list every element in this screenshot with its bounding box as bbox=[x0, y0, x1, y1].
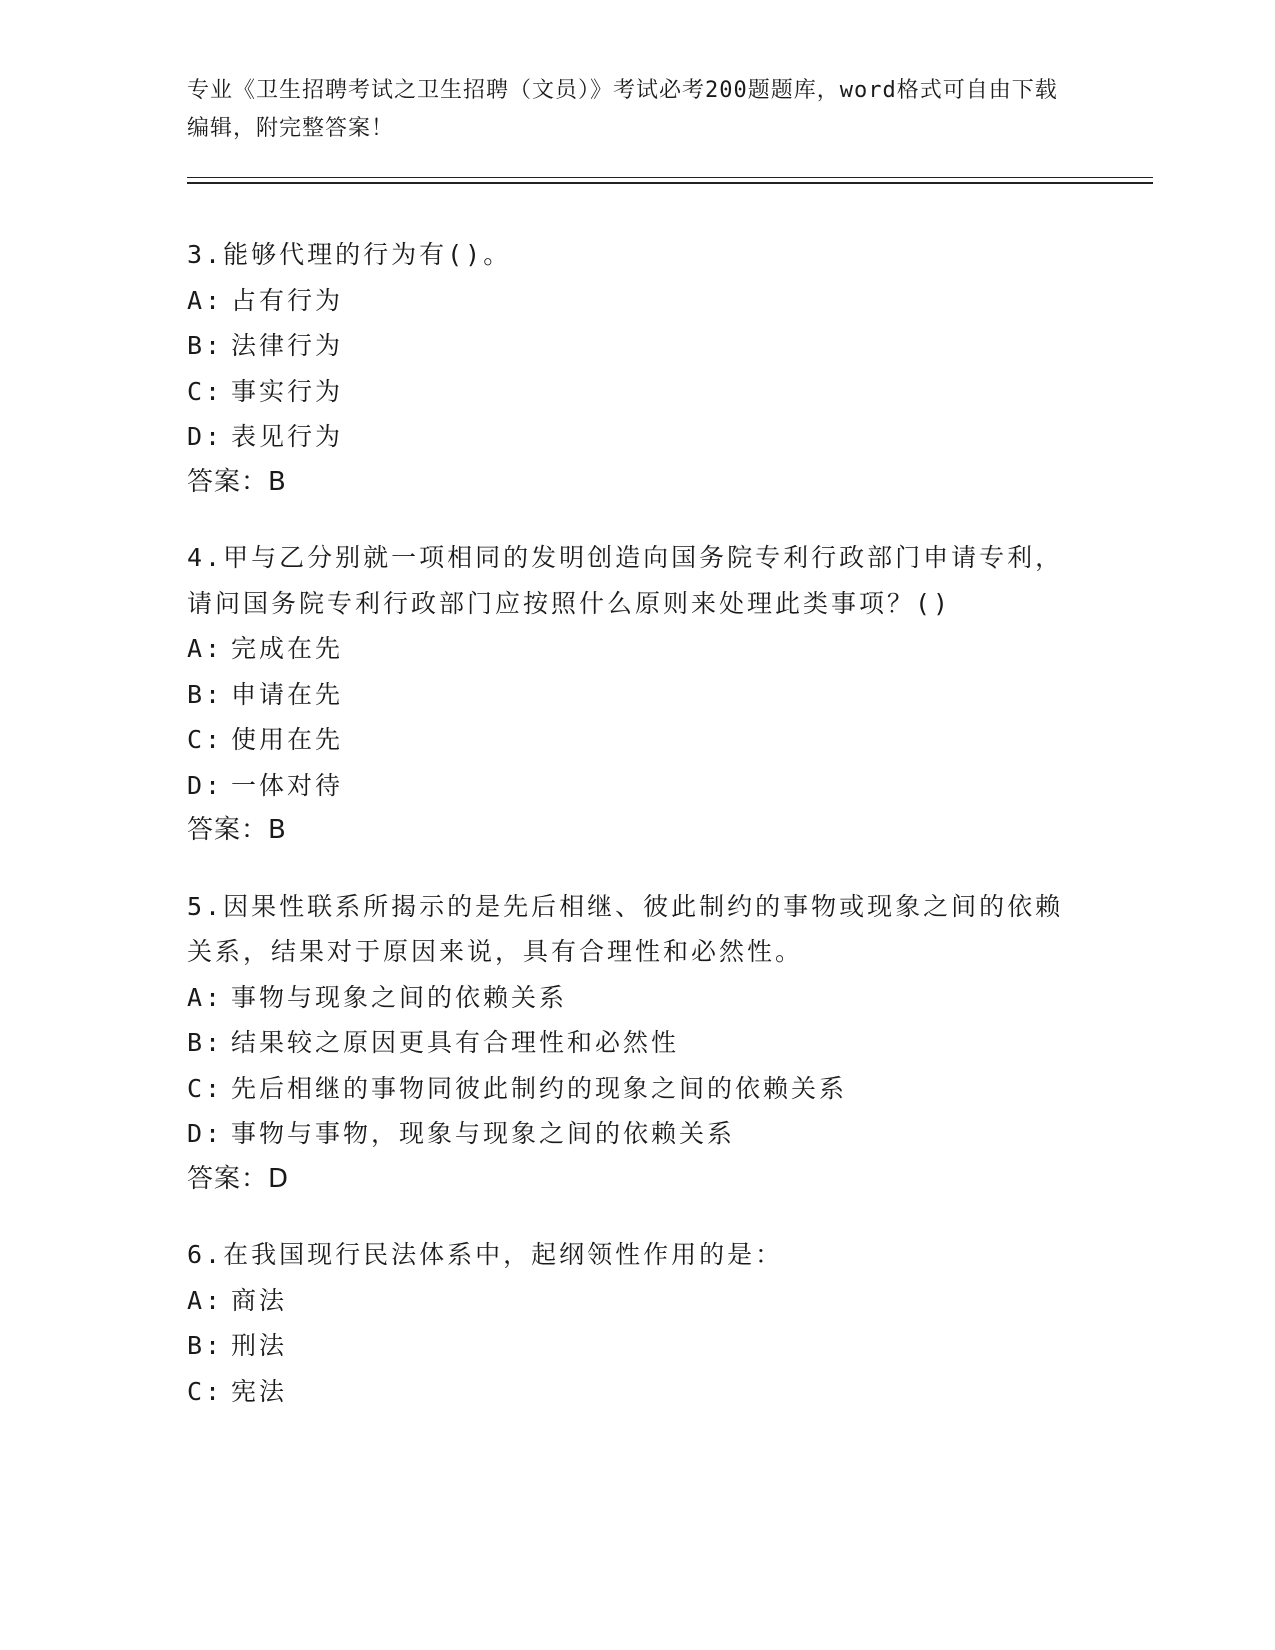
option-d bbox=[187, 1111, 1087, 1157]
option-key: B: bbox=[187, 1028, 224, 1057]
option-c bbox=[187, 717, 1087, 763]
option-text: 事物与现象之间的依赖关系 bbox=[231, 982, 568, 1012]
question-5 bbox=[187, 884, 1087, 1203]
option-text: 使用在先 bbox=[231, 725, 344, 754]
option-key: B: bbox=[187, 679, 224, 709]
question-stem: 3.能够代理的行为有()。 bbox=[187, 240, 512, 269]
option-key: A: bbox=[187, 982, 224, 1012]
option-key: D: bbox=[187, 422, 224, 451]
option-a bbox=[187, 626, 1087, 672]
option-d bbox=[187, 763, 1087, 809]
option-text: 法律行为 bbox=[231, 331, 344, 360]
option-b bbox=[187, 1020, 1087, 1066]
option-key: A: bbox=[187, 634, 224, 663]
option-key: A: bbox=[187, 1285, 224, 1315]
option-key: C: bbox=[187, 376, 224, 406]
option-key: C: bbox=[187, 1376, 224, 1406]
option-c bbox=[187, 369, 1087, 415]
question-stem: 5.因果性联系所揭示的是先后相继、彼此制约的事物或现象之间的依赖关系，结果对于原因来说，具有合理性和必然性。 bbox=[187, 891, 1064, 966]
question-4 bbox=[187, 535, 1087, 854]
option-text: 申请在先 bbox=[231, 679, 344, 709]
option-a bbox=[187, 278, 1087, 324]
question-3 bbox=[187, 232, 1087, 505]
option-text: 一体对待 bbox=[231, 770, 344, 800]
option-text: 占有行为 bbox=[231, 285, 344, 315]
option-key: C: bbox=[187, 725, 224, 754]
question-stem: 6.在我国现行民法体系中，起纲领性作用的是： bbox=[187, 1240, 784, 1269]
option-key: B: bbox=[187, 1331, 224, 1360]
option-key: B: bbox=[187, 331, 224, 360]
option-text: 宪法 bbox=[231, 1376, 288, 1406]
option-text: 事实行为 bbox=[231, 376, 344, 406]
option-text: 结果较之原因更具有合理性和必然性 bbox=[231, 1028, 680, 1057]
option-b bbox=[187, 323, 1087, 369]
option-text: 刑法 bbox=[231, 1331, 288, 1360]
option-c bbox=[187, 1066, 1087, 1112]
option-key: D: bbox=[187, 770, 224, 800]
answer-line: 答案：D bbox=[187, 1163, 290, 1194]
option-b bbox=[187, 672, 1087, 718]
option-key: D: bbox=[187, 1119, 224, 1148]
option-text: 商法 bbox=[231, 1285, 288, 1315]
document-header: 专业《卫生招聘考试之卫生招聘（文员）》考试必考200题题库，word格式可自由下载编辑，附完整答案！ bbox=[187, 78, 1058, 141]
answer-line: 答案：B bbox=[187, 466, 287, 497]
option-text: 事物与事物，现象与现象之间的依赖关系 bbox=[231, 1119, 736, 1148]
question-6 bbox=[187, 1232, 1087, 1414]
option-text: 先后相继的事物同彼此制约的现象之间的依赖关系 bbox=[231, 1073, 848, 1103]
option-key: A: bbox=[187, 285, 224, 315]
option-c bbox=[187, 1369, 1087, 1415]
option-d bbox=[187, 414, 1087, 460]
option-key: C: bbox=[187, 1073, 224, 1103]
option-text: 表见行为 bbox=[231, 422, 344, 451]
answer-line: 答案：B bbox=[187, 815, 287, 845]
option-b bbox=[187, 1323, 1087, 1369]
option-a bbox=[187, 1278, 1087, 1324]
header-divider-thick bbox=[187, 182, 1153, 184]
question-list bbox=[187, 232, 1087, 1444]
option-a bbox=[187, 975, 1087, 1021]
question-stem: 4.甲与乙分别就一项相同的发明创造向国务院专利行政部门申请专利，请问国务院专利行政部门应按照什么原则来处理此类事项？() bbox=[187, 543, 1064, 618]
header-divider-thin bbox=[187, 177, 1153, 178]
option-text: 完成在先 bbox=[231, 634, 344, 663]
